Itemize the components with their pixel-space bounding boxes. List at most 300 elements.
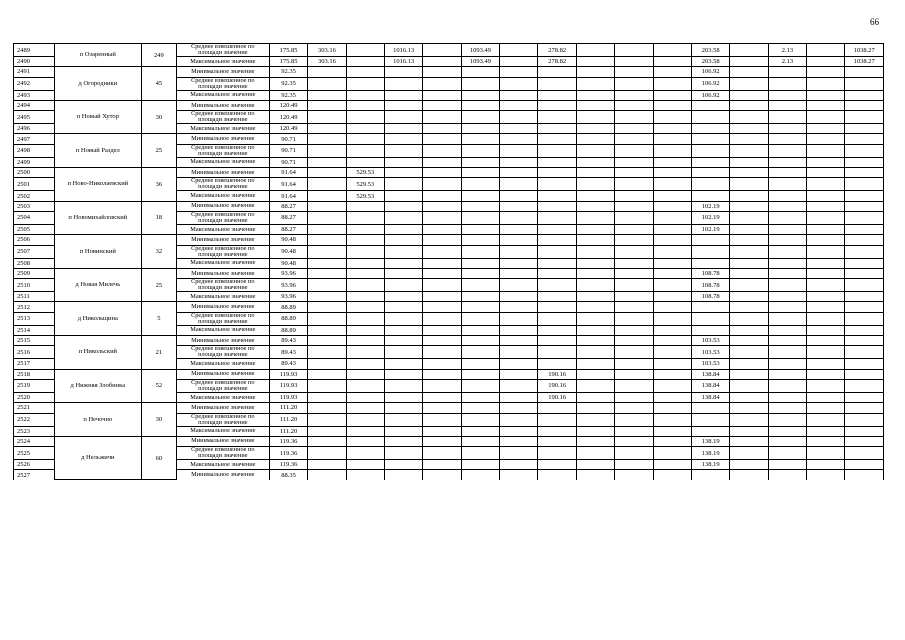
value-cell <box>807 144 845 157</box>
row-number: 2514 <box>14 325 55 335</box>
value-cell <box>653 426 691 436</box>
value-cell <box>308 168 346 178</box>
value-cell <box>308 460 346 470</box>
value-cell: 138.84 <box>691 379 729 392</box>
value-cell <box>538 191 576 201</box>
value-cell <box>461 325 499 335</box>
row-number: 2507 <box>14 245 55 258</box>
value-cell <box>423 100 461 110</box>
value-cell <box>807 460 845 470</box>
value-cell: 529.53 <box>346 168 384 178</box>
value-cell <box>768 178 806 191</box>
value-cell <box>730 258 768 268</box>
value-cell <box>308 369 346 379</box>
value-cell <box>346 279 384 292</box>
value-cell <box>653 178 691 191</box>
value-cell <box>807 235 845 245</box>
row-number: 2496 <box>14 124 55 134</box>
metric-label: Максимальное значение <box>176 224 269 234</box>
value-cell <box>845 134 884 144</box>
value-cell <box>384 134 422 144</box>
value-cell <box>845 191 884 201</box>
value-cell <box>308 292 346 302</box>
value-cell <box>730 77 768 90</box>
value-cell <box>615 111 653 124</box>
table-row <box>14 44 884 57</box>
value-cell <box>346 447 384 460</box>
value-cell <box>538 111 576 124</box>
value-cell <box>538 157 576 167</box>
value-cell <box>615 426 653 436</box>
value-cell <box>576 312 614 325</box>
table-row <box>14 134 884 144</box>
value-cell <box>845 436 884 446</box>
value-cell <box>807 447 845 460</box>
population-count: 45 <box>141 67 176 101</box>
value-cell <box>730 279 768 292</box>
value-cell <box>807 178 845 191</box>
value-cell <box>308 201 346 211</box>
value-cell: 88.89 <box>269 325 307 335</box>
value-cell <box>308 302 346 312</box>
value-cell: 138.84 <box>691 392 729 402</box>
value-cell <box>538 436 576 446</box>
value-cell: 190.16 <box>538 392 576 402</box>
value-cell <box>615 379 653 392</box>
value-cell <box>461 426 499 436</box>
value-cell <box>807 57 845 67</box>
row-number: 2502 <box>14 191 55 201</box>
value-cell <box>807 325 845 335</box>
value-cell: 88.27 <box>269 224 307 234</box>
value-cell <box>845 111 884 124</box>
value-cell <box>653 67 691 77</box>
row-number: 2513 <box>14 312 55 325</box>
value-cell <box>423 57 461 67</box>
value-cell <box>730 413 768 426</box>
value-cell: 91.64 <box>269 191 307 201</box>
value-cell <box>653 211 691 224</box>
value-cell: 303.16 <box>308 44 346 57</box>
value-cell <box>500 359 538 369</box>
value-cell <box>653 292 691 302</box>
value-cell <box>384 258 422 268</box>
value-cell <box>576 211 614 224</box>
population-count: 18 <box>141 201 176 235</box>
value-cell <box>346 312 384 325</box>
value-cell <box>615 292 653 302</box>
metric-label: Максимальное значение <box>176 392 269 402</box>
value-cell <box>653 359 691 369</box>
row-number: 2506 <box>14 235 55 245</box>
value-cell <box>384 359 422 369</box>
value-cell: 190.16 <box>538 379 576 392</box>
table-row <box>14 201 884 211</box>
value-cell <box>423 346 461 359</box>
value-cell <box>461 144 499 157</box>
value-cell <box>384 235 422 245</box>
value-cell <box>538 460 576 470</box>
value-cell <box>346 211 384 224</box>
value-cell <box>384 77 422 90</box>
value-cell <box>538 336 576 346</box>
metric-label: Максимальное значение <box>176 90 269 100</box>
value-cell <box>768 258 806 268</box>
value-cell <box>807 245 845 258</box>
value-cell <box>730 359 768 369</box>
value-cell <box>461 312 499 325</box>
value-cell <box>768 77 806 90</box>
value-cell <box>615 67 653 77</box>
value-cell <box>845 302 884 312</box>
metric-label: Минимальное значение <box>176 403 269 413</box>
value-cell <box>768 134 806 144</box>
value-cell <box>576 369 614 379</box>
value-cell <box>730 447 768 460</box>
value-cell <box>576 447 614 460</box>
value-cell <box>615 157 653 167</box>
value-cell <box>500 67 538 77</box>
value-cell <box>768 447 806 460</box>
table-row <box>14 168 884 178</box>
value-cell <box>807 157 845 167</box>
metric-label: Среднее взвешенное по площади значение <box>176 211 269 224</box>
value-cell <box>308 336 346 346</box>
value-cell <box>423 369 461 379</box>
value-cell <box>576 178 614 191</box>
value-cell <box>538 211 576 224</box>
value-cell: 1093.49 <box>461 44 499 57</box>
value-cell: 2.13 <box>768 44 806 57</box>
settlement-name: п Новомихайловский <box>54 201 141 235</box>
value-cell <box>653 302 691 312</box>
value-cell <box>384 292 422 302</box>
value-cell: 88.35 <box>269 470 307 480</box>
value-cell <box>308 359 346 369</box>
population-count: 60 <box>141 436 176 479</box>
value-cell <box>308 470 346 480</box>
value-cell <box>346 235 384 245</box>
value-cell <box>538 178 576 191</box>
table-row <box>14 67 884 77</box>
value-cell <box>423 245 461 258</box>
metric-label: Среднее взвешенное по площади значение <box>176 447 269 460</box>
value-cell <box>384 178 422 191</box>
value-cell <box>346 268 384 278</box>
value-cell <box>308 392 346 402</box>
metric-label: Среднее взвешенное по площади значение <box>176 346 269 359</box>
value-cell: 88.89 <box>269 302 307 312</box>
value-cell <box>691 191 729 201</box>
value-cell <box>461 224 499 234</box>
value-cell <box>807 201 845 211</box>
value-cell <box>768 168 806 178</box>
value-cell <box>807 211 845 224</box>
value-cell <box>807 336 845 346</box>
value-cell <box>500 201 538 211</box>
value-cell <box>423 279 461 292</box>
value-cell <box>461 369 499 379</box>
value-cell <box>807 279 845 292</box>
value-cell <box>845 124 884 134</box>
value-cell <box>576 235 614 245</box>
value-cell <box>807 392 845 402</box>
value-cell <box>461 90 499 100</box>
value-cell <box>615 447 653 460</box>
value-cell <box>538 292 576 302</box>
value-cell <box>423 201 461 211</box>
metric-label: Минимальное значение <box>176 436 269 446</box>
value-cell <box>845 447 884 460</box>
metric-label: Минимальное значение <box>176 235 269 245</box>
value-cell <box>308 157 346 167</box>
value-cell <box>346 460 384 470</box>
value-cell <box>576 426 614 436</box>
value-cell <box>807 436 845 446</box>
value-cell: 88.27 <box>269 201 307 211</box>
metric-label: Минимальное значение <box>176 67 269 77</box>
settlement-name: д Огородники <box>54 67 141 101</box>
value-cell <box>308 124 346 134</box>
value-cell <box>576 157 614 167</box>
value-cell <box>807 134 845 144</box>
value-cell <box>500 336 538 346</box>
metric-label: Среднее взвешенное по площади значение <box>176 111 269 124</box>
value-cell <box>845 211 884 224</box>
value-cell <box>615 258 653 268</box>
value-cell <box>730 379 768 392</box>
value-cell <box>691 144 729 157</box>
value-cell <box>346 67 384 77</box>
value-cell <box>500 124 538 134</box>
row-number: 2523 <box>14 426 55 436</box>
value-cell <box>768 336 806 346</box>
value-cell <box>461 279 499 292</box>
value-cell <box>807 302 845 312</box>
value-cell: 1038.27 <box>845 57 884 67</box>
value-cell <box>500 325 538 335</box>
value-cell: 1093.49 <box>461 57 499 67</box>
value-cell <box>691 124 729 134</box>
value-cell <box>308 447 346 460</box>
value-cell <box>807 77 845 90</box>
value-cell <box>461 67 499 77</box>
value-cell <box>461 157 499 167</box>
value-cell <box>615 460 653 470</box>
value-cell <box>768 111 806 124</box>
value-cell <box>730 460 768 470</box>
value-cell <box>346 77 384 90</box>
value-cell <box>768 359 806 369</box>
value-cell <box>807 124 845 134</box>
value-cell <box>500 312 538 325</box>
value-cell <box>768 470 806 480</box>
row-number: 2498 <box>14 144 55 157</box>
value-cell <box>768 312 806 325</box>
value-cell <box>615 392 653 402</box>
value-cell <box>538 413 576 426</box>
value-cell <box>807 346 845 359</box>
value-cell <box>500 268 538 278</box>
value-cell: 278.82 <box>538 57 576 67</box>
row-number: 2504 <box>14 211 55 224</box>
value-cell <box>384 413 422 426</box>
value-cell <box>615 302 653 312</box>
value-cell <box>807 90 845 100</box>
value-cell <box>346 245 384 258</box>
value-cell <box>423 224 461 234</box>
value-cell <box>346 346 384 359</box>
value-cell <box>768 235 806 245</box>
value-cell <box>653 325 691 335</box>
value-cell <box>384 336 422 346</box>
value-cell: 103.53 <box>691 346 729 359</box>
value-cell <box>538 245 576 258</box>
value-cell <box>615 413 653 426</box>
value-cell <box>346 57 384 67</box>
value-cell <box>500 157 538 167</box>
value-cell: 93.96 <box>269 292 307 302</box>
value-cell <box>576 57 614 67</box>
value-cell <box>384 144 422 157</box>
value-cell <box>384 346 422 359</box>
value-cell <box>768 279 806 292</box>
value-cell: 529.53 <box>346 178 384 191</box>
value-cell <box>615 77 653 90</box>
value-cell <box>500 369 538 379</box>
value-cell: 102.19 <box>691 201 729 211</box>
value-cell <box>308 258 346 268</box>
value-cell <box>653 336 691 346</box>
value-cell <box>346 392 384 402</box>
value-cell <box>384 403 422 413</box>
value-cell <box>346 426 384 436</box>
value-cell <box>576 168 614 178</box>
value-cell <box>653 245 691 258</box>
value-cell: 175.85 <box>269 57 307 67</box>
value-cell <box>615 325 653 335</box>
value-cell <box>845 359 884 369</box>
value-cell: 175.85 <box>269 44 307 57</box>
value-cell <box>845 258 884 268</box>
value-cell <box>461 413 499 426</box>
metric-label: Максимальное значение <box>176 258 269 268</box>
value-cell <box>730 211 768 224</box>
value-cell: 103.53 <box>691 336 729 346</box>
value-cell <box>768 201 806 211</box>
value-cell <box>308 279 346 292</box>
value-cell: 102.19 <box>691 224 729 234</box>
value-cell: 91.64 <box>269 168 307 178</box>
value-cell <box>615 359 653 369</box>
value-cell <box>308 268 346 278</box>
value-cell: 90.71 <box>269 134 307 144</box>
row-number: 2519 <box>14 379 55 392</box>
value-cell <box>500 426 538 436</box>
value-cell: 103.53 <box>691 359 729 369</box>
value-cell <box>730 100 768 110</box>
value-cell: 1038.27 <box>845 44 884 57</box>
value-cell <box>423 302 461 312</box>
value-cell <box>615 191 653 201</box>
settlement-name: п Новый Раздел <box>54 134 141 168</box>
value-cell <box>384 325 422 335</box>
value-cell <box>308 100 346 110</box>
value-cell: 138.19 <box>691 447 729 460</box>
value-cell: 89.43 <box>269 346 307 359</box>
value-cell <box>845 279 884 292</box>
value-cell <box>461 258 499 268</box>
value-cell <box>807 258 845 268</box>
value-cell: 108.78 <box>691 268 729 278</box>
settlement-name: п Никольский <box>54 336 141 370</box>
value-cell <box>500 447 538 460</box>
value-cell <box>500 168 538 178</box>
value-cell <box>461 346 499 359</box>
value-cell <box>653 111 691 124</box>
row-number: 2521 <box>14 403 55 413</box>
value-cell <box>538 403 576 413</box>
value-cell <box>461 470 499 480</box>
row-number: 2493 <box>14 90 55 100</box>
value-cell <box>768 211 806 224</box>
value-cell: 89.43 <box>269 336 307 346</box>
value-cell: 203.58 <box>691 44 729 57</box>
value-cell <box>730 67 768 77</box>
value-cell <box>807 111 845 124</box>
value-cell <box>384 447 422 460</box>
value-cell <box>461 100 499 110</box>
value-cell <box>500 460 538 470</box>
row-number: 2505 <box>14 224 55 234</box>
value-cell <box>807 168 845 178</box>
value-cell <box>730 224 768 234</box>
value-cell: 90.48 <box>269 245 307 258</box>
value-cell <box>615 57 653 67</box>
value-cell <box>730 268 768 278</box>
value-cell <box>576 224 614 234</box>
value-cell <box>384 369 422 379</box>
value-cell <box>576 379 614 392</box>
value-cell <box>423 325 461 335</box>
value-cell <box>615 134 653 144</box>
value-cell <box>691 470 729 480</box>
value-cell <box>500 224 538 234</box>
value-cell <box>615 245 653 258</box>
value-cell <box>730 403 768 413</box>
value-cell <box>384 392 422 402</box>
row-number: 2490 <box>14 57 55 67</box>
value-cell <box>346 325 384 335</box>
value-cell <box>730 346 768 359</box>
value-cell <box>576 111 614 124</box>
population-count: 5 <box>141 302 176 336</box>
value-cell <box>730 392 768 402</box>
value-cell <box>653 57 691 67</box>
value-cell <box>538 258 576 268</box>
value-cell <box>691 235 729 245</box>
value-cell <box>691 413 729 426</box>
value-cell <box>653 403 691 413</box>
value-cell <box>308 211 346 224</box>
value-cell <box>461 436 499 446</box>
value-cell <box>500 100 538 110</box>
value-cell: 190.16 <box>538 369 576 379</box>
value-cell <box>730 111 768 124</box>
row-number: 2499 <box>14 157 55 167</box>
value-cell <box>730 292 768 302</box>
value-cell <box>461 379 499 392</box>
